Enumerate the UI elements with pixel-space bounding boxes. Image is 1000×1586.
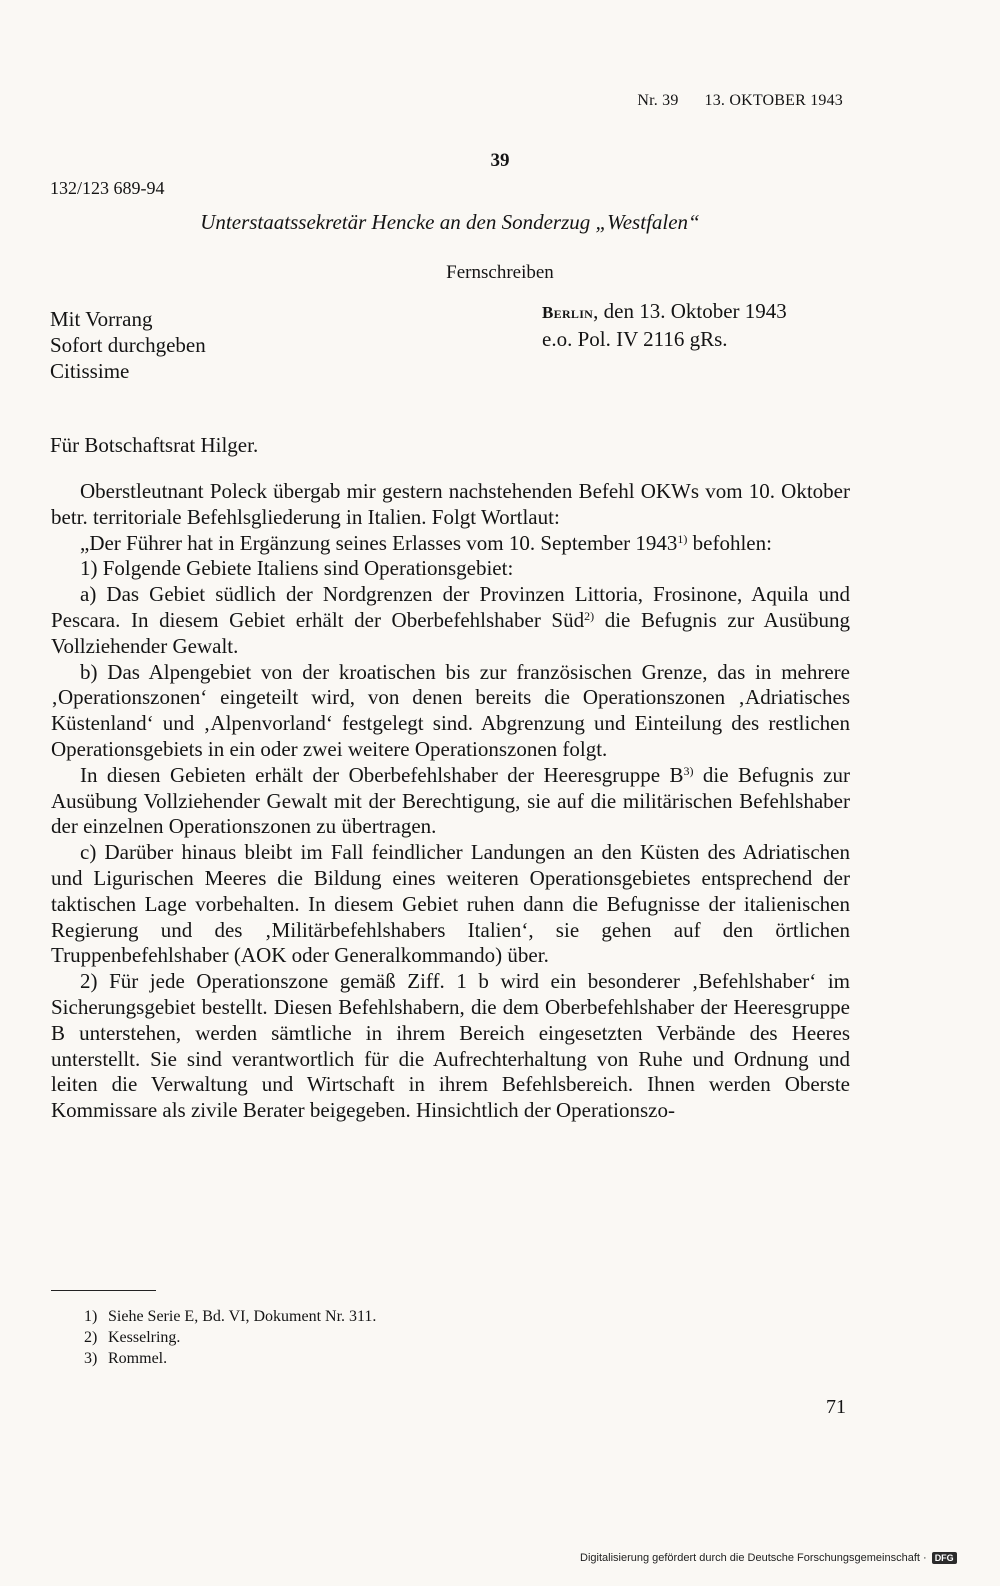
digitization-banner xyxy=(580,1552,957,1564)
paragraph: 2) Für jede Operationszone gemäß Ziff. 1 b wird ein besonderer ‚Befehlshaber‘ im Sicherungsgebiet bestellt. Diesen Befehlshabern, die dem Oberbefehlshaber der Heeresgruppe B unterstehen, werden sämtliche in ihrem Bereich eingesetzten Verbände des Heeres unterstellt. Sie sind verantwortlich für die Aufrechterhaltung von Ruhe und Ordnung und leiten die Verwaltung und Wirtschaft in ihrem Befehlsbereich. Ihnen werden Oberste Kommissare als zivile Berater beigegeben. Hinsichtlich der Operationszo- xyxy=(51,969,850,1123)
footnote-ref: 2) xyxy=(584,608,595,623)
document-heading: Unterstaatssekretär Hencke an den Sonderzug „Westfalen“ xyxy=(200,210,700,234)
body-text xyxy=(51,479,850,1124)
banner-text: Digitalisierung gefördert durch die Deutsche Forschungsgemeinschaft · xyxy=(580,1552,927,1564)
footnote xyxy=(86,1327,180,1348)
footnote-mark: 1) xyxy=(84,1308,98,1325)
dfg-logo-icon: DFG xyxy=(932,1552,957,1564)
paragraph: „Der Führer hat in Ergänzung seines Erlasses vom 10. September 1943$^{1)}$ befohlen: xyxy=(80,530,772,555)
paragraph: a) Das Gebiet südlich der Nordgrenzen der Provinzen Littoria, Frosinone, Aquila und Pescara. In diesem Gebiet erhält der Oberbefehlshaber Süd$^{2)}$ die Befugnis zur Ausübung Vollziehender Gewalt. xyxy=(51,582,850,658)
footnote-ref: 1) xyxy=(677,531,688,546)
telegram-type: Fernschreiben xyxy=(446,262,554,283)
paragraph: 1) Folgende Gebiete Italiens sind Operationsgebiet: xyxy=(80,556,514,581)
dateline xyxy=(542,298,787,326)
footnote-text: Siehe Serie E, Bd. VI, Dokument Nr. 311. xyxy=(108,1308,377,1325)
archive-reference: 132/123 689-94 xyxy=(50,178,165,198)
running-header xyxy=(637,92,843,110)
priority-block xyxy=(50,306,206,384)
file-reference: e.o. Pol. IV 2116 gRs. xyxy=(542,327,728,351)
footnote xyxy=(86,1306,376,1327)
document-number: 39 xyxy=(490,150,510,171)
priority-line: Citissime xyxy=(50,359,130,383)
footnote-ref: 3) xyxy=(683,763,694,778)
paragraph: In diesen Gebieten erhält der Oberbefehlshaber der Heeresgruppe $B^{3)}$ die Befugnis zur Ausübung Vollziehender Gewalt mit der Berechtigung, sie auf die militärischen Befehlshaber der einzelnen Operationszonen zu übertragen. xyxy=(51,762,850,839)
header-date: 13. OKTOBER 1943 xyxy=(704,92,843,109)
footnote xyxy=(86,1348,167,1369)
addressee: Für Botschaftsrat Hilger. xyxy=(50,433,259,457)
paragraph: Oberstleutnant Poleck übergab mir gestern nachstehenden Befehl OKWs vom 10. Oktober betr. territoriale Befehlsgliederung in Italien. Folgt Wortlaut: xyxy=(51,479,850,529)
dateline-block xyxy=(542,298,787,352)
footnote-text: Kesselring. xyxy=(108,1329,181,1346)
footnote-divider xyxy=(51,1290,156,1291)
page-number: 71 xyxy=(826,1396,846,1418)
footnote-mark: 2) xyxy=(84,1329,98,1346)
header-doc-number: Nr. 39 xyxy=(637,92,679,109)
date-text: , den 13. Oktober 1943 xyxy=(593,299,787,323)
footnote-text: Rommel. xyxy=(108,1350,168,1367)
footnote-mark: 3) xyxy=(84,1350,98,1367)
priority-line: Mit Vorrang xyxy=(50,307,153,331)
place-name: Berlin xyxy=(542,303,594,322)
priority-line: Sofort durchgeben xyxy=(50,333,206,357)
paragraph: c) Darüber hinaus bleibt im Fall feindlicher Landungen an den Küsten des Adriatischen und Ligurischen Meeres die Bildung eines weiteren Operationsgebietes entsprechend der taktischen Lage vorbehalten. In diesem Gebiet ruhen dann die Befugnisse der italienischen Regierung und des ‚Militärbefehlshabers Italien‘, sie gehen auf den örtlichen Truppenbefehlshaber (AOK oder Generalkommando) über. xyxy=(51,840,850,968)
paragraph: b) Das Alpengebiet von der kroatischen bis zur französischen Grenze, das in mehrere ‚Operationszonen‘ eingeteilt wird, von denen bereits die Operationszonen ‚Adriatisches Küstenland‘ und ‚Alpenvorland‘ festgelegt sind. Abgrenzung und Einteilung des restlichen Operationsgebiets in ein oder zwei weitere Operationszonen folgt. xyxy=(51,659,850,761)
